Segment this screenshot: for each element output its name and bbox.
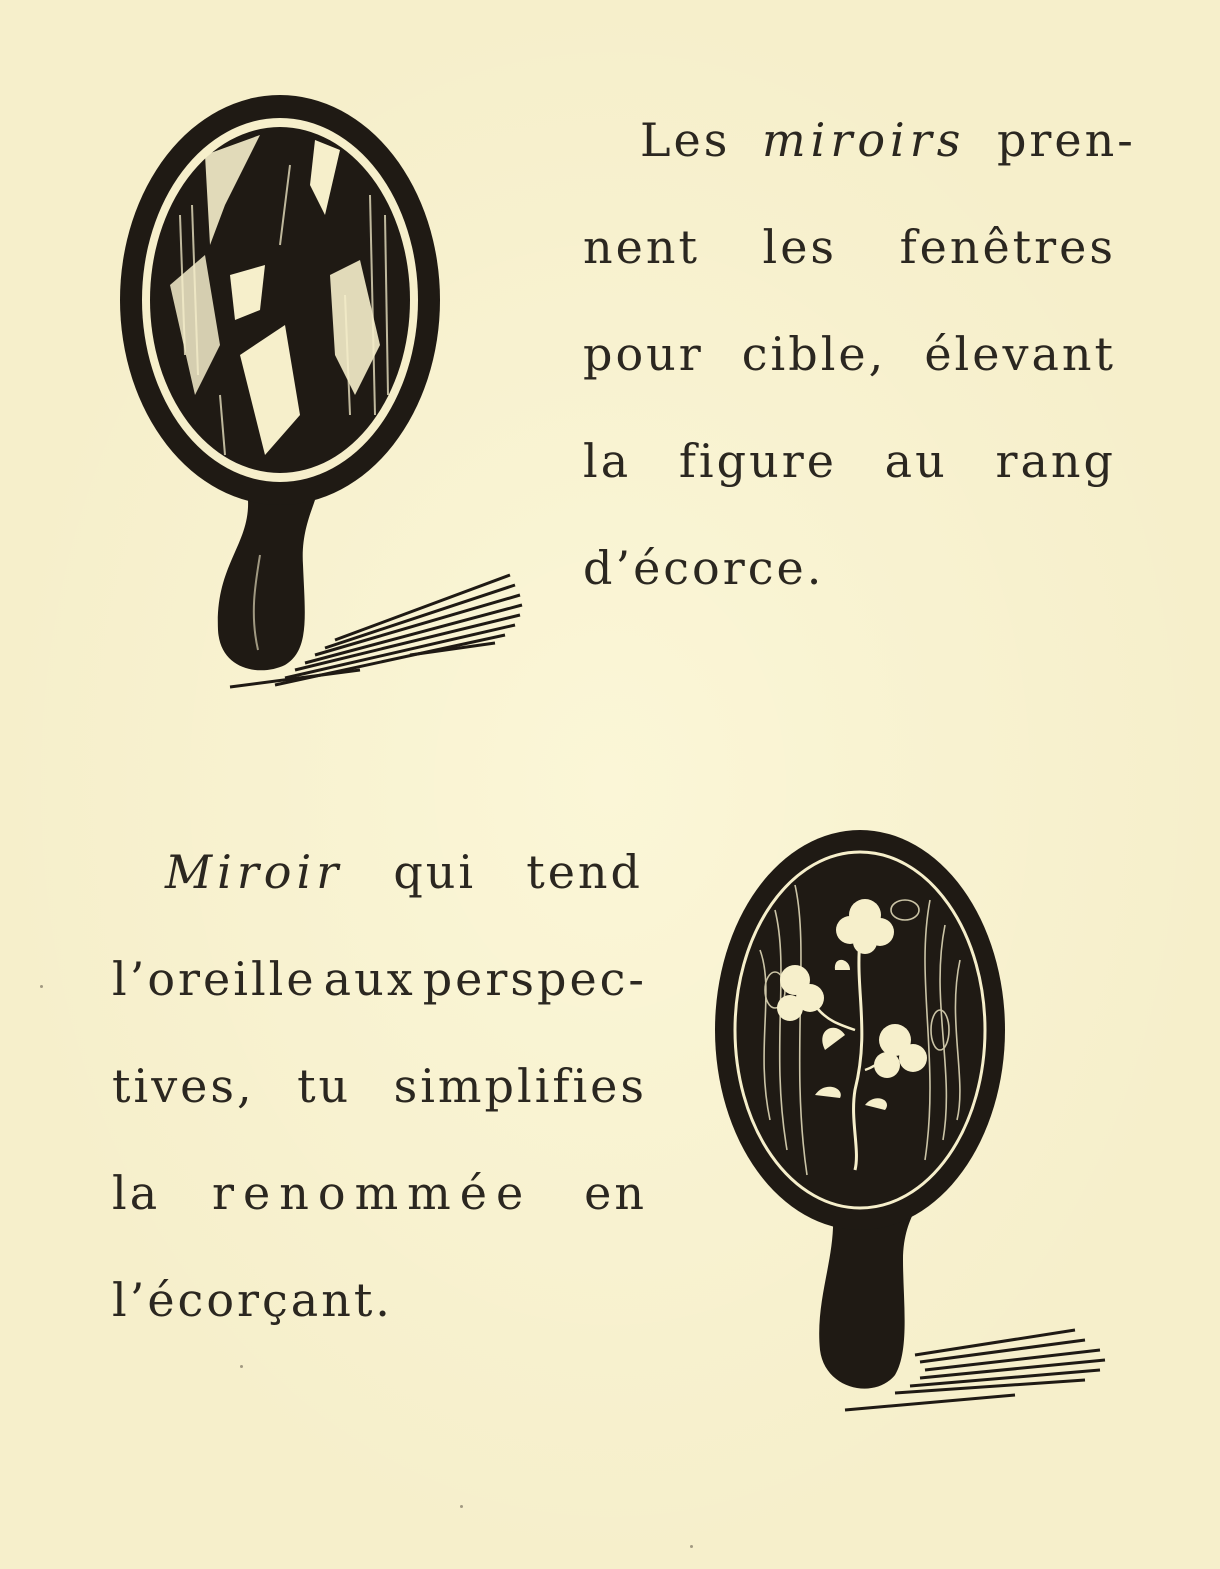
word: fenêtres (899, 220, 1116, 274)
word: élevant (924, 327, 1116, 381)
word: Les (640, 113, 731, 167)
word: pour (583, 327, 704, 381)
word: renommée (212, 1166, 533, 1220)
stanza-bottom-line-1 (165, 842, 643, 902)
italic-word: Miroir (165, 845, 344, 899)
word: perspec- (422, 952, 647, 1006)
paper-speck (690, 1545, 693, 1548)
word: l’oreille (112, 952, 317, 1006)
word: cible, (741, 327, 887, 381)
stanza-bottom-line-5 (112, 1270, 393, 1330)
word: tend (526, 845, 643, 899)
word: au (884, 434, 948, 488)
word: rang (995, 434, 1116, 488)
word: qui (393, 845, 477, 899)
italic-word: miroirs (762, 113, 966, 167)
word: les (762, 220, 838, 274)
word: tives, (112, 1059, 255, 1113)
word: la (583, 434, 632, 488)
word: nent (583, 220, 700, 274)
paper-speck (40, 985, 43, 988)
word: tu (297, 1059, 352, 1113)
word: figure (678, 434, 837, 488)
stanza-bottom-line-4 (112, 1163, 647, 1223)
paper-speck (460, 1505, 463, 1508)
word: d’écorce. (583, 541, 825, 595)
stanza-bottom-line-3 (112, 1056, 647, 1116)
word: pren- (996, 113, 1136, 167)
paper-speck (240, 1365, 243, 1368)
word: en (584, 1166, 647, 1220)
word: simplifies (393, 1059, 647, 1113)
word: aux (323, 952, 416, 1006)
stanza-bottom-line-2 (112, 949, 647, 1009)
word: la (112, 1166, 161, 1220)
word: l’écorçant. (112, 1273, 393, 1327)
